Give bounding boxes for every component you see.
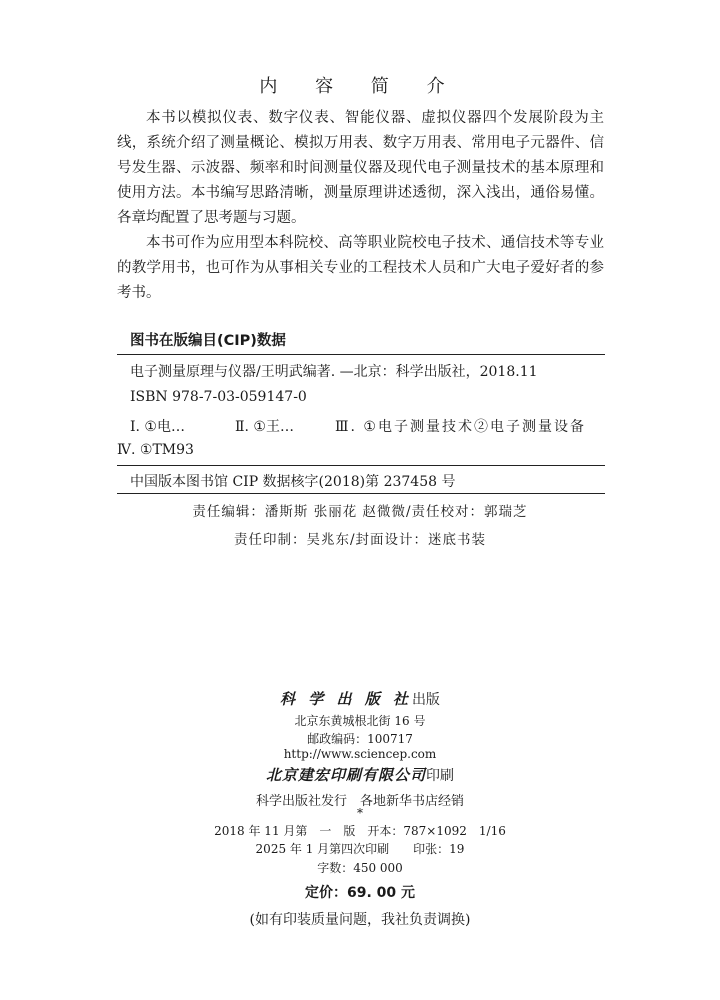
publisher-suffix: 出版 (411, 692, 440, 708)
cip-class-1: Ⅰ. ①电… (130, 419, 185, 435)
separator-star: * (357, 806, 363, 820)
summary-section (117, 106, 604, 306)
printer-suffix: 印刷 (426, 768, 454, 784)
cip-bottom-rule (117, 493, 605, 494)
cip-record-number: 中国版本图书馆 CIP 数据核字(2018)第 237458 号 (130, 474, 456, 490)
publisher-url: http://www.sciencep.com (283, 747, 437, 761)
cip-heading: 图书在版编目(CIP)数据 (130, 333, 286, 349)
quality-notice: (如有印装质量问题，我社负责调换) (249, 912, 471, 928)
editor-credits: 责任编辑：潘斯斯 张丽花 赵微微/责任校对：郭瑞芝 (192, 504, 528, 520)
word-count: 字数：450 000 (317, 861, 403, 875)
summary-paragraph-1: 本书以模拟仪表、数字仪表、智能仪器、虚拟仪器四个发展阶段为主线，系统介绍了测量概论、模拟万用表、数字万用表、常用电子元器件、信号发生器、示波器、频率和时间测量仪器及现代电子测量技术的基本原理和使用方法。本书编写思路清晰，测量原理讲述透彻，深入浅出，通俗易懂。各章均配置了思考题与习题。 (117, 110, 604, 226)
publisher-line (0, 688, 720, 709)
printing-line: 2025 年 1 月第四次印刷 印张：19 (255, 842, 465, 856)
production-credits: 责任印制：吴兆东/封面设计：迷底书装 (233, 532, 487, 548)
price: 定价：69. 00 元 (304, 885, 416, 901)
distribution-line: 科学出版社发行 各地新华书店经销 (255, 794, 464, 809)
publisher-address: 北京东黄城根北街 16 号 (294, 714, 426, 728)
cip-class-4: Ⅳ. ①TM93 (117, 442, 194, 458)
cip-bibliographic-line: 电子测量原理与仪器/王明武编著. —北京：科学出版社，2018.11 (130, 364, 538, 380)
edition-line: 2018 年 11 月第 一 版 开本：787×1092 1/16 (214, 824, 506, 838)
publisher-postcode: 邮政编码：100717 (307, 732, 413, 746)
cip-middle-rule (117, 465, 605, 466)
summary-paragraph-2: 本书可作为应用型本科院校、高等职业院校电子技术、通信技术等专业的教学用书，也可作为从事相关专业的工程技术人员和广大电子爱好者的参考书。 (117, 235, 604, 301)
publisher-name: 科 学 出 版 社 (280, 690, 412, 708)
printer-line (0, 764, 720, 785)
cip-class-3: Ⅲ. ①电子测量技术②电子测量设备 (335, 419, 586, 435)
cip-top-rule (117, 354, 605, 355)
cip-class-2: Ⅱ. ①王… (235, 419, 294, 435)
printer-name: 北京建宏印刷有限公司 (265, 766, 426, 784)
cip-isbn: ISBN 978-7-03-059147-0 (130, 389, 307, 405)
page-title: 内 容 简 介 (259, 76, 461, 97)
